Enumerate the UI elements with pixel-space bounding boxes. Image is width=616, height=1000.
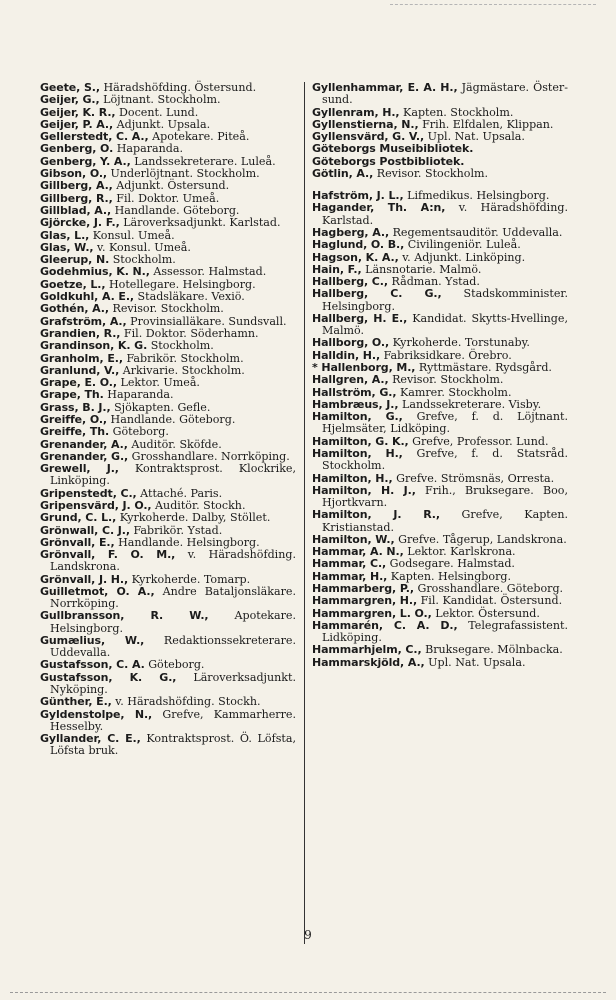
entry-name: Gustafsson, C. A.	[40, 658, 145, 672]
directory-entry	[312, 485, 568, 509]
entry-detail: Lektor. Umeå.	[120, 376, 200, 390]
entry-detail: Revisor. Stockholm.	[112, 302, 224, 316]
entry-name: Geete, S.,	[40, 81, 100, 94]
entry-name: Greiffe, Th.	[40, 425, 110, 439]
entry-detail: Andre Bataljonsläkare. Norrköping.	[50, 584, 296, 611]
entry-name: * Hallenborg, M.,	[312, 361, 416, 375]
left-column	[40, 82, 296, 758]
entry-detail: Fil. Doktor. Umeå.	[116, 191, 220, 205]
entry-detail: Grosshandlare. Norrköping.	[131, 449, 290, 463]
directory-entry	[40, 549, 296, 573]
entry-detail: Arkivarie. Stockholm.	[122, 363, 245, 377]
entry-detail: Upl. Nat. Upsala.	[428, 655, 526, 669]
entry-detail: Frih., Bruksegare. Boo, Hjortkvarn.	[322, 483, 569, 510]
entry-detail: Lifmedikus. Helsingborg.	[407, 189, 550, 203]
entry-name: Halldin, H.,	[312, 348, 381, 362]
entry-detail: Kandidat. Skytts-Hvellinge, Malmö.	[322, 311, 568, 338]
entry-detail: Kamrer. Stockholm.	[399, 385, 512, 399]
entry-detail: Kontraktsprost. Klockrike, Linköping.	[50, 462, 297, 488]
entry-name: Hallborg, O.,	[312, 336, 390, 350]
entry-name: Haglund, O. B.,	[312, 238, 405, 252]
entry-detail: Häradshöfding. Östersund.	[103, 81, 257, 94]
entry-detail: Handlande. Helsingborg.	[118, 535, 260, 549]
entry-detail: Kapten. Helsingborg.	[390, 569, 512, 583]
entry-detail: Stockholm.	[112, 253, 176, 267]
entry-detail: Upl. Nat. Upsala.	[427, 130, 525, 144]
entry-detail: Docent. Lund.	[119, 105, 199, 119]
directory-entry	[40, 709, 296, 733]
entry-name: Hallberg, C.,	[312, 275, 388, 289]
entry-detail: v. Häradshöfding. Karlstad.	[322, 201, 569, 227]
entry-detail: Revisor. Stockholm.	[392, 373, 504, 387]
entry-detail: Telegrafassistent. Lidköping.	[322, 618, 568, 645]
entry-name: Hagson, K. A.,	[312, 250, 399, 264]
entry-name: Hammar, A. N.,	[312, 545, 404, 559]
entry-name: Gillblad, A.,	[40, 203, 112, 217]
entry-name: Hallström, G.,	[312, 385, 397, 399]
entry-detail: Handlande. Göteborg.	[114, 203, 240, 217]
entry-name: Geijer, G.,	[40, 93, 100, 107]
entry-detail: Fabrikör. Stockholm.	[126, 351, 244, 365]
entry-detail: Grefve, f. d. Löjtnant. Hjelmsäter, Lidköping.	[322, 410, 568, 436]
directory-entry	[40, 733, 296, 757]
entry-detail: Kontraktsprost. Ö. Löfsta, Löfsta bruk.	[50, 732, 297, 758]
entry-name: Gothén, A.,	[40, 302, 109, 316]
entry-detail: Regementsauditör. Uddevalla.	[392, 225, 563, 239]
entry-detail: Grefve. Tågerup, Landskrona.	[398, 532, 567, 546]
directory-entry	[312, 313, 568, 337]
entry-detail: Göteborg.	[148, 658, 205, 672]
entry-name: Goetze, L.,	[40, 277, 106, 291]
entry-name: Hammar, C.,	[312, 557, 387, 571]
page-number: 9	[304, 928, 312, 942]
entry-detail: v. Häradshöfding. Stockh.	[115, 695, 261, 709]
entry-name: Gripensvärd, J. O.,	[40, 499, 152, 512]
entry-detail: Kyrkoherde. Tomarp.	[131, 572, 251, 586]
entry-detail: Godsegare. Halmstad.	[389, 557, 515, 571]
directory-entry	[312, 202, 568, 226]
entry-detail: Löjtnant. Stockholm.	[103, 93, 221, 107]
entry-name: Hamilton, H.,	[312, 447, 403, 461]
entry-name: Gyllensvärd, G. V.,	[312, 130, 425, 144]
entry-name: Gyllenstierna, N.,	[312, 117, 419, 131]
entry-detail: Stadsläkare. Vexiö.	[137, 290, 245, 304]
entry-detail: Göteborg.	[112, 425, 169, 439]
entry-name: Hamilton, J. R.,	[312, 508, 440, 522]
entry-name: Grewell, J.,	[40, 462, 119, 476]
entry-detail: Kapten. Stockholm.	[403, 105, 514, 119]
entry-name: Grape, Th.	[40, 388, 104, 402]
entry-name: Godehmius, K. N.,	[40, 265, 150, 279]
directory-entry	[312, 620, 568, 644]
entry-name: Hagander, Th. A:n,	[312, 201, 446, 215]
entry-name: Hammargren, L. O.,	[312, 606, 432, 620]
entry-name: Grönwall, C. J.,	[40, 523, 130, 537]
entry-detail: Grefve. Strömsnäs, Orresta.	[396, 471, 555, 485]
entry-name: Hammarén, C. A. D.,	[312, 618, 458, 632]
entry-name: Grape, E. O.,	[40, 376, 117, 390]
entry-detail: Kyrkoherde. Dalby, Stöllet.	[119, 511, 271, 525]
directory-entry	[312, 657, 568, 669]
entry-detail: Grefve, Kapten. Kristianstad.	[322, 508, 569, 534]
entry-detail: Auditör. Stockh.	[155, 499, 246, 512]
entry-name: Hamilton, H. J.,	[312, 483, 416, 497]
directory-entry	[40, 463, 296, 487]
entry-name: Gyllander, C. E.,	[40, 732, 141, 746]
entry-name: Grönvall, F. O. M.,	[40, 548, 176, 562]
entry-name: Hamilton, G.,	[312, 410, 403, 424]
entry-name: Grenander, G.,	[40, 449, 129, 463]
entry-detail: Rådman. Ystad.	[391, 275, 480, 289]
entry-name: Gibson, O.,	[40, 167, 107, 181]
entry-detail: Stadskomminister. Helsingborg.	[322, 287, 568, 313]
entry-name: Hammarskjöld, A.,	[312, 655, 425, 669]
entry-name: Götlin, A.,	[312, 166, 374, 180]
entry-name: Gyllenram, H.,	[312, 105, 400, 119]
entry-name: Göteborgs Postbibliotek.	[312, 154, 465, 168]
entry-name: Geijer, K. R.,	[40, 105, 116, 119]
entry-detail: Länsnotarie. Malmö.	[365, 262, 482, 276]
entry-name: Grönvall, J. H.,	[40, 572, 129, 586]
directory-entry	[312, 288, 568, 312]
entry-detail: Provinsialläkare. Sundsvall.	[130, 314, 287, 328]
entry-detail: Konsul. Umeå.	[92, 228, 175, 242]
entry-name: Hammar, H.,	[312, 569, 388, 583]
entry-name: Glas, L.,	[40, 228, 90, 242]
entry-detail: Grefve, f. d. Statsråd. Stockholm.	[322, 447, 568, 473]
entry-name: Göteborgs Museibibliotek.	[312, 142, 474, 156]
entry-detail: Attaché. Paris.	[140, 486, 223, 500]
entry-detail: Adjunkt. Östersund.	[116, 179, 230, 193]
entry-name: Gyldenstolpe, N.,	[40, 707, 153, 721]
entry-name: Gellerstedt, C. A.,	[40, 130, 149, 144]
directory-entry	[312, 168, 568, 180]
entry-name: Hammarberg, P.,	[312, 582, 414, 596]
entry-detail: Adjunkt. Upsala.	[116, 117, 211, 131]
entry-name: Genberg, O.	[40, 142, 114, 156]
entry-name: Goldkuhl, A. E.,	[40, 290, 134, 304]
scan-edge-rule	[10, 992, 606, 993]
entry-detail: Stockholm.	[150, 339, 214, 353]
directory-entry	[312, 411, 568, 435]
entry-detail: Ryttmästare. Rydsgård.	[418, 361, 552, 375]
entry-name: Hallgren, A.,	[312, 373, 389, 387]
column-divider	[304, 82, 305, 944]
entry-name: Hallberg, H. E.,	[312, 311, 408, 325]
entry-detail: Fil. Kandidat. Östersund.	[420, 594, 563, 608]
directory-entry	[312, 82, 568, 106]
entry-detail: v. Konsul. Umeå.	[97, 240, 191, 254]
entry-name: Hain, F.,	[312, 262, 362, 276]
entry-name: Hamilton, H.,	[312, 471, 393, 485]
entry-name: Gullbransson, R. W.,	[40, 609, 209, 623]
entry-detail: Apotekare. Piteå.	[152, 130, 250, 144]
entry-name: Granholm, E.,	[40, 351, 123, 365]
entry-detail: Auditör. Sköfde.	[131, 437, 222, 451]
entry-name: Granlund, V.,	[40, 363, 120, 377]
entry-name: Hambræus, J.,	[312, 397, 399, 411]
entry-name: Grafström, A.,	[40, 314, 127, 328]
entry-detail: Frih. Elfdalen, Klippan.	[422, 117, 554, 131]
entry-detail: Läroverksadjunkt. Karlstad.	[123, 216, 281, 230]
entry-detail: Lektor. Östersund.	[435, 606, 540, 620]
entry-detail: Hotellegare. Helsingborg.	[108, 277, 256, 291]
entry-name: Grund, C. L.,	[40, 511, 117, 525]
entry-detail: Revisor. Stockholm.	[376, 166, 489, 180]
entry-name: Gripenstedt, C.,	[40, 486, 137, 500]
entry-name: Grandien, R.,	[40, 326, 121, 340]
entry-detail: Handlande. Göteborg.	[110, 413, 236, 427]
entry-detail: Landssekreterare. Visby.	[401, 397, 542, 411]
entry-name: Gillberg, A.,	[40, 179, 113, 193]
entry-detail: Haparanda.	[107, 388, 174, 402]
directory-entry	[312, 509, 568, 533]
entry-detail: v. Häradshöfding. Landskrona.	[50, 548, 296, 574]
entry-name: Hammargren, H.,	[312, 594, 418, 608]
entry-name: Gumælius, W.,	[40, 633, 145, 647]
entry-detail: Civilingeniör. Luleå.	[407, 238, 521, 252]
entry-name: Hafström, J. L.,	[312, 189, 404, 203]
entry-detail: Grefve, Kammarherre. Hesselby.	[50, 707, 296, 733]
entry-detail: Bruksegare. Mölnbacka.	[425, 643, 563, 657]
right-column	[312, 82, 568, 669]
entry-name: Gustafsson, K. G.,	[40, 670, 177, 684]
entry-detail: Lektor. Karlskrona.	[407, 545, 516, 559]
entry-detail: Landssekreterare. Luleå.	[134, 154, 276, 168]
entry-detail: Fabrikör. Ystad.	[133, 523, 223, 537]
entry-detail: Underlöjtnant. Stockholm.	[110, 167, 260, 181]
entry-name: Hamilton, G. K.,	[312, 434, 409, 448]
entry-detail: Grefve, Professor. Lund.	[412, 434, 549, 448]
entry-name: Geijer, P. A.,	[40, 117, 114, 131]
entry-detail: Fil. Doktor. Söderhamn.	[123, 326, 259, 340]
directory-entry	[40, 672, 296, 696]
entry-name: Gjörcke, J. F.,	[40, 216, 120, 230]
entry-name: Grass, B. J.,	[40, 400, 111, 414]
entry-name: Grandinson, K. G.	[40, 339, 148, 353]
entry-name: Gleerup, N.	[40, 253, 110, 267]
entry-detail: v. Adjunkt. Linköping.	[402, 250, 526, 264]
entry-name: Genberg, Y. A.,	[40, 154, 131, 168]
entry-name: Günther, E.,	[40, 695, 112, 709]
scan-edge-rule	[390, 4, 596, 5]
entry-name: Gyllenhammar, E. A. H.,	[312, 81, 458, 94]
entry-detail: Assessor. Halmstad.	[153, 265, 267, 279]
entry-name: Grenander, A.,	[40, 437, 128, 451]
entry-detail: Haparanda.	[116, 142, 183, 156]
entry-detail: Grosshandlare. Göteborg.	[417, 582, 564, 596]
entry-detail: Läroverksadjunkt. Nyköping.	[50, 670, 296, 696]
entry-name: Hammarhjelm, C.,	[312, 643, 422, 657]
entry-detail: Sjökapten. Gefle.	[114, 400, 211, 414]
directory-entry	[312, 448, 568, 472]
directory-entry	[40, 610, 296, 634]
entry-name: Hamilton, W.,	[312, 532, 395, 546]
entry-name: Grönvall, E.,	[40, 535, 115, 549]
entry-name: Gillberg, R.,	[40, 191, 113, 205]
entry-name: Hagberg, A.,	[312, 225, 390, 239]
directory-entry	[40, 635, 296, 659]
entry-name: Greiffe, O.,	[40, 413, 107, 427]
entry-detail: Redaktionssekreterare. Uddevalla.	[50, 633, 296, 660]
directory-entry	[40, 586, 296, 610]
entry-detail: Kyrkoherde. Torstunaby.	[392, 336, 530, 350]
entry-name: Guilletmot, O. A.,	[40, 584, 155, 598]
entry-name: Hallberg, C. G.,	[312, 287, 442, 301]
entry-detail: Fabriksidkare. Örebro.	[383, 348, 512, 362]
entry-detail: Jägmästare. Öster-sund.	[322, 81, 568, 107]
entry-name: Glas, W.,	[40, 240, 94, 254]
entry-detail: Apotekare. Helsingborg.	[50, 609, 296, 635]
